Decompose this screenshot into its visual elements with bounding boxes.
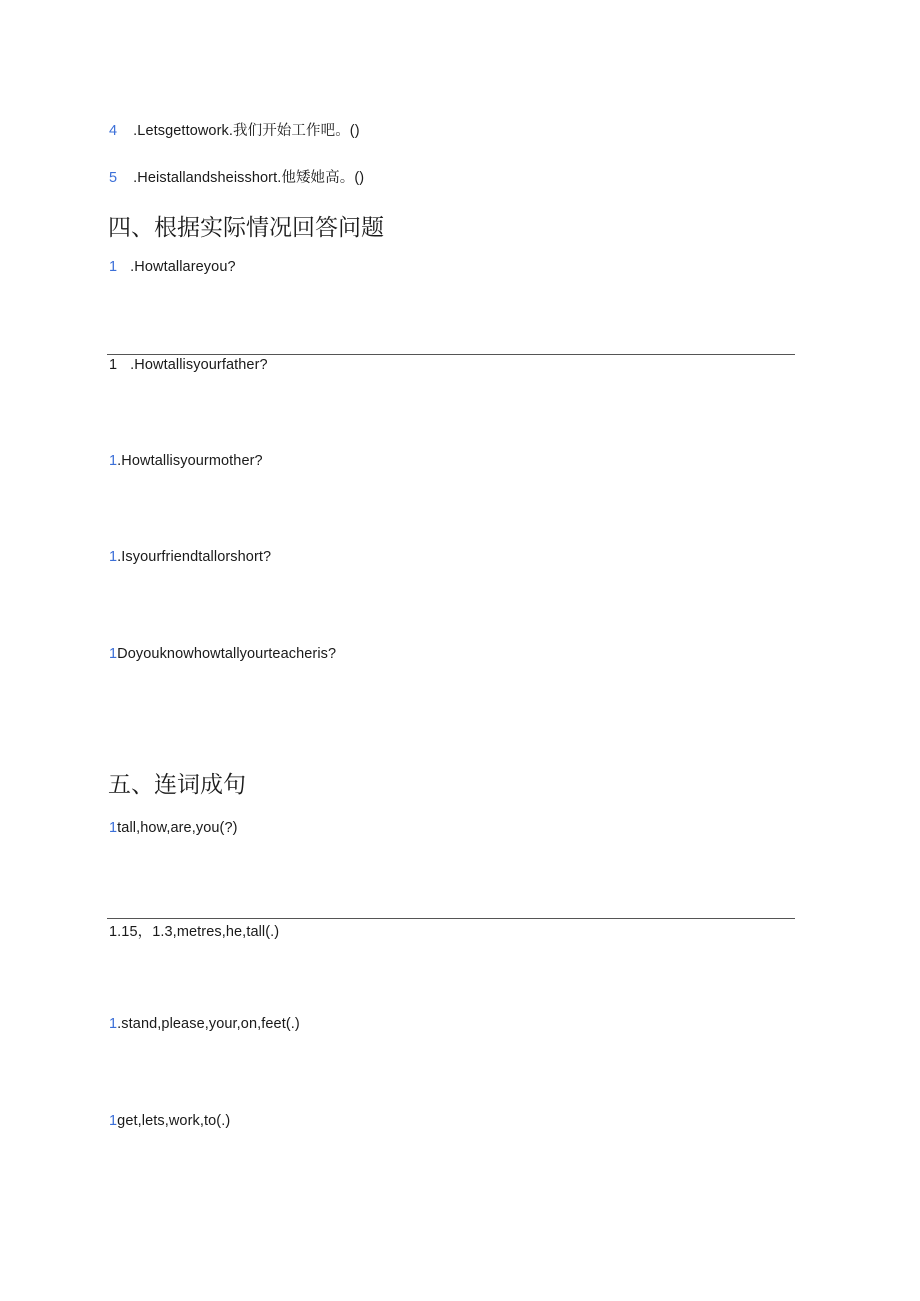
item-number: 1: [109, 1113, 118, 1129]
item-text: Doyouknowhowtallyourteacheris?: [117, 646, 337, 662]
item-number: 1: [109, 646, 118, 662]
item-number: 4: [109, 123, 118, 139]
question-item: [109, 453, 263, 469]
question-item: [109, 166, 364, 187]
question-item: [109, 549, 271, 565]
section-heading: 四、根据实际情况回答问题: [108, 215, 384, 241]
question-item: [109, 646, 336, 662]
item-text: .Howtallareyou?: [130, 259, 236, 275]
item-number: 1: [109, 1016, 118, 1032]
question-item: [109, 1113, 230, 1129]
question-item: [109, 119, 360, 140]
item-number: 1: [109, 259, 118, 275]
answer-line: [107, 918, 795, 919]
item-text: .stand,please,your,on,feet(.): [117, 1016, 300, 1032]
item-text: .Howtallisyourmother?: [117, 453, 263, 469]
section-heading: 五、连词成句: [108, 772, 246, 798]
item-number: 1: [109, 357, 118, 373]
question-item: [109, 357, 268, 373]
question-item: [109, 1016, 300, 1032]
item-number: 1: [109, 549, 118, 565]
item-number: 1: [109, 453, 118, 469]
item-text: .Howtallisyourfather?: [130, 357, 268, 373]
item-text: .15，1.3,metres,he,tall(.): [117, 924, 280, 940]
item-number: 5: [109, 170, 118, 186]
item-text: .Isyourfriendtallorshort?: [117, 549, 272, 565]
item-text: get,lets,work,to(.): [117, 1113, 231, 1129]
item-number: 1: [109, 924, 118, 940]
question-item: [109, 820, 238, 836]
item-number: 1: [109, 820, 118, 836]
answer-line: [107, 354, 795, 355]
question-item: [109, 259, 236, 275]
item-text: tall,how,are,you(?): [117, 820, 238, 836]
question-item: [109, 920, 279, 941]
item-text: .Letsgettowork.我们开始工作吧。(): [133, 123, 360, 139]
item-text: .Heistallandsheisshort.他矮她高。(): [133, 170, 365, 186]
